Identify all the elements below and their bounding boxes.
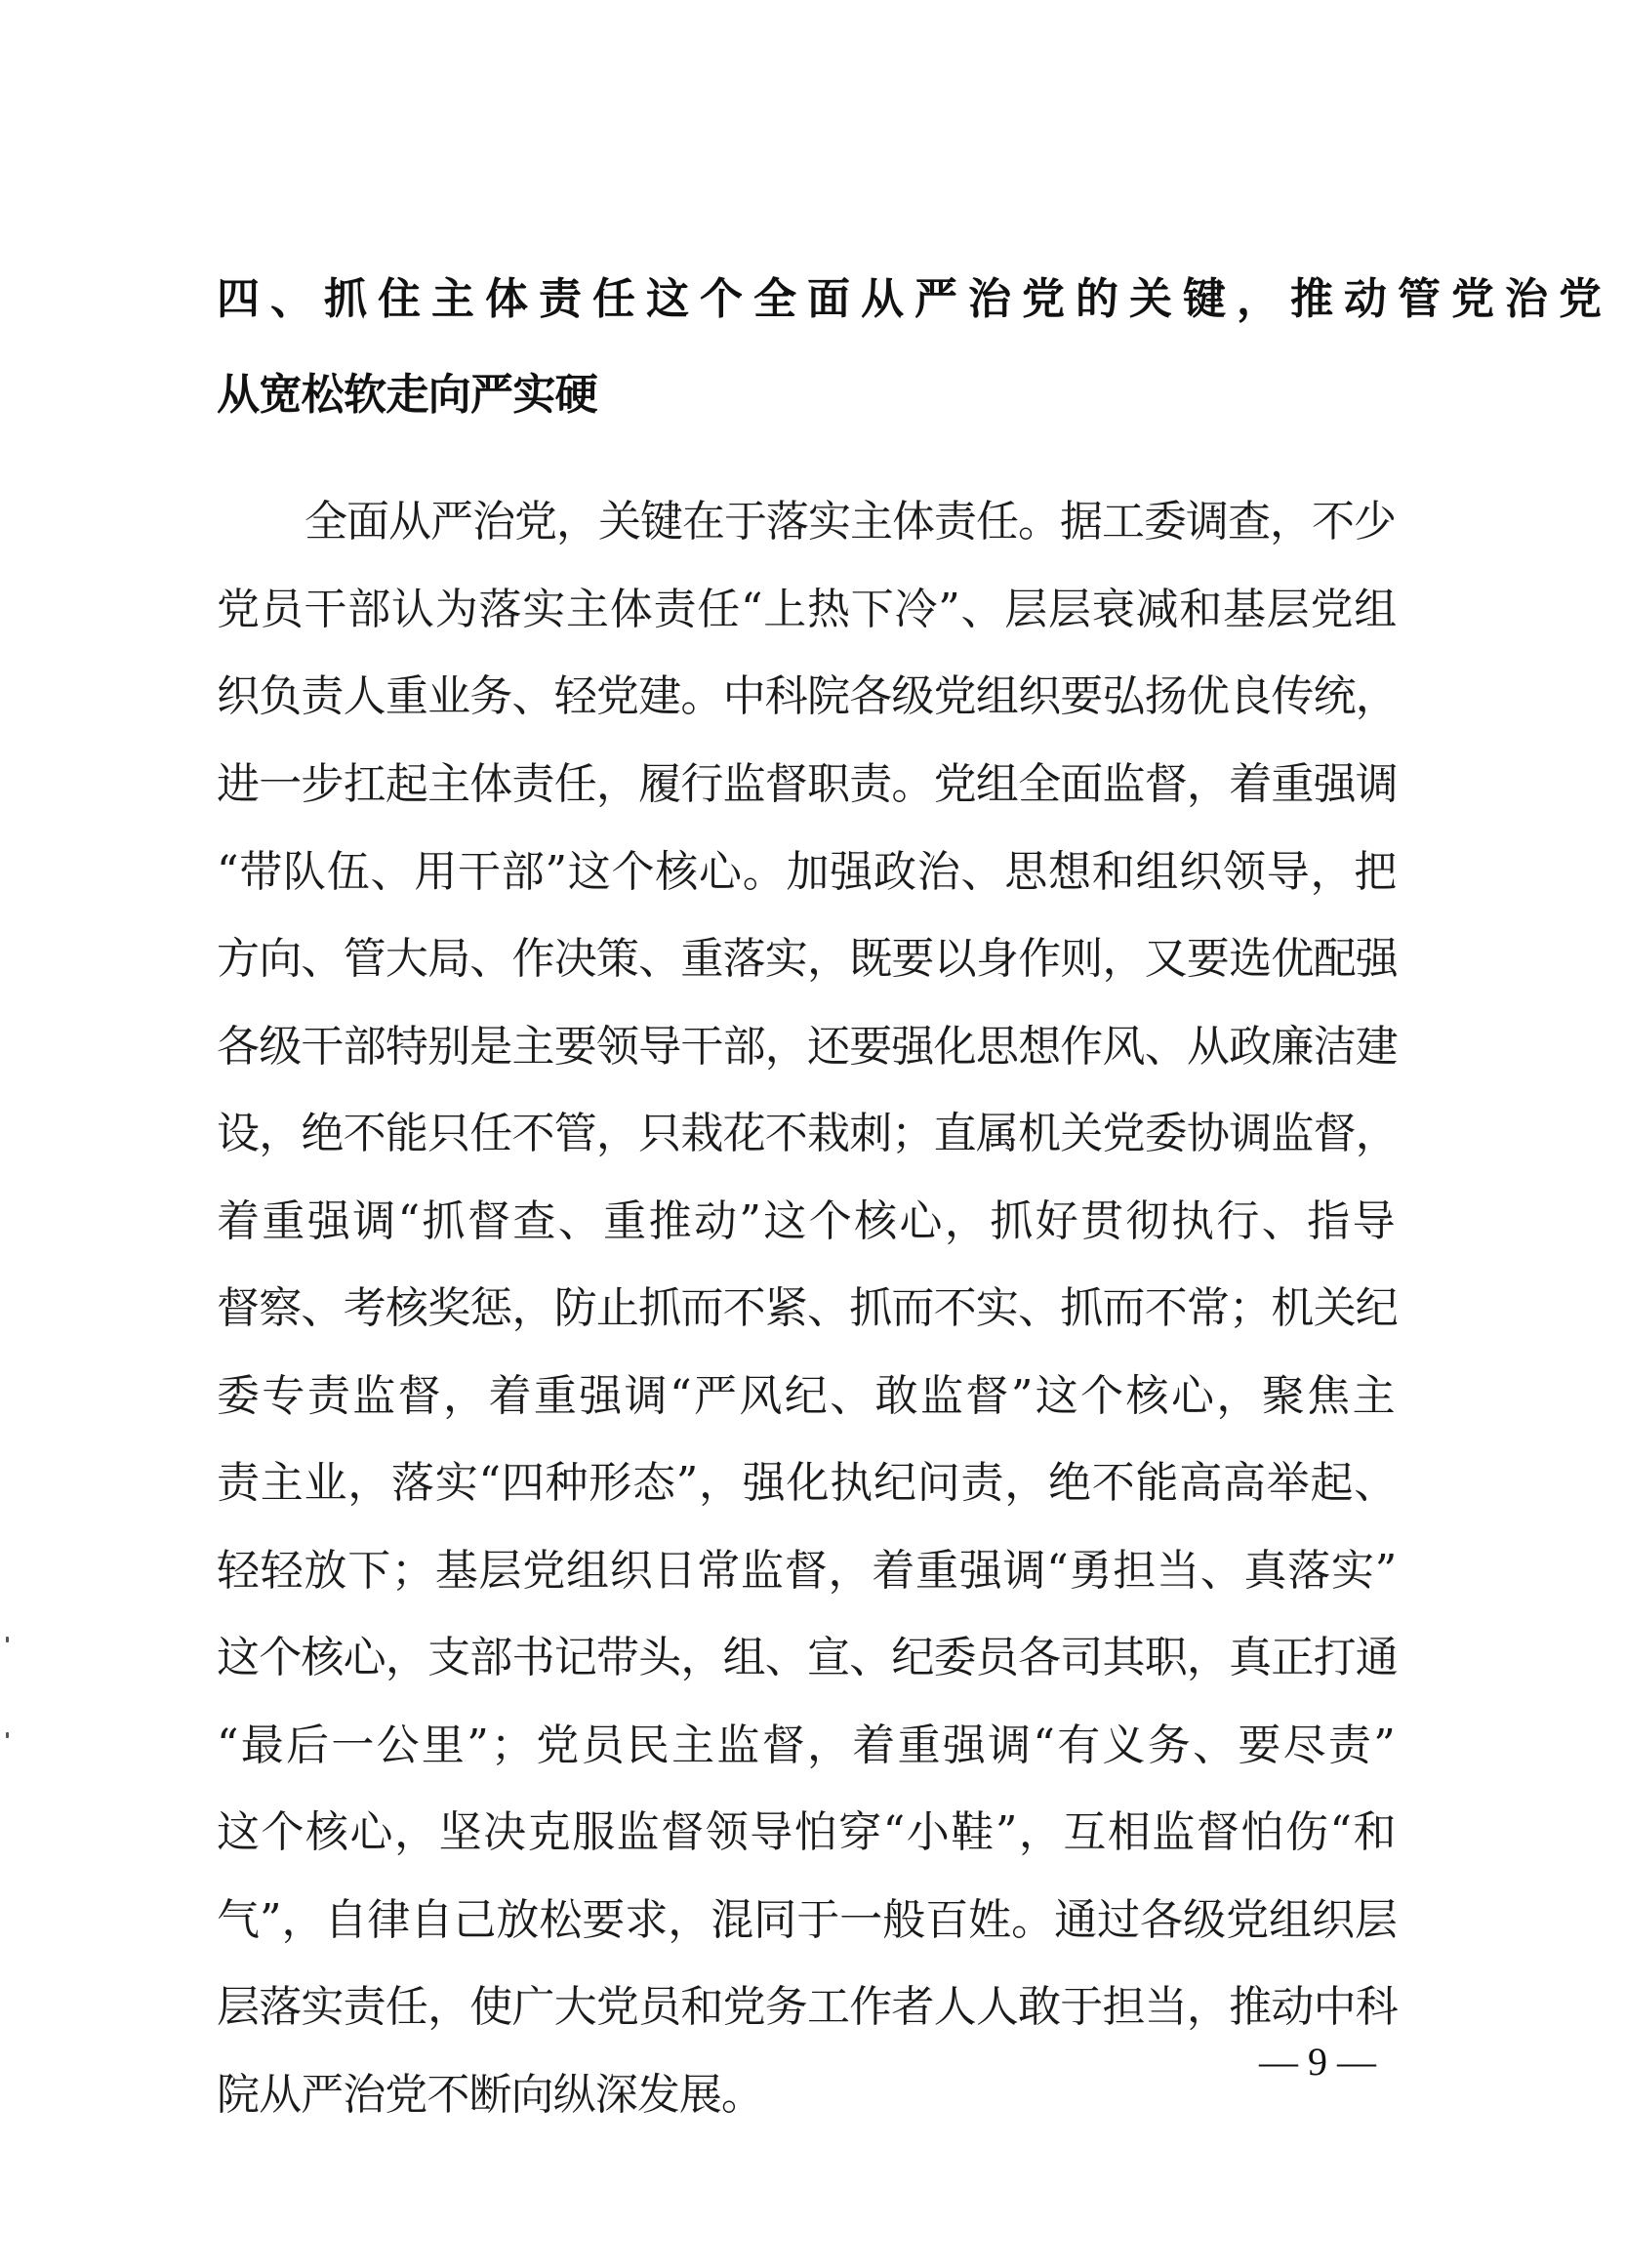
section-heading-line-2: 从宽松软走向严实硬 [217,370,597,420]
scan-speck-1 [6,1637,9,1642]
body-line-15: “最后一公里”；党员民主监督，着重强调“有义务、要尽责” [217,1721,1398,1770]
body-line-4: 进一步扛起主体责任，履行监督职责。党组全面监督，着重强调 [217,759,1398,809]
body-line-3: 织负责人重业务、轻党建。中科院各级党组织要弘扬优良传统， [217,671,1398,721]
body-line-18: 层落实责任，使广大党员和党务工作者人人敢于担当，推动中科 [217,1982,1398,2032]
body-line-6: 方向、管大局、作决策、重落实，既要以身作则，又要选优配强 [217,934,1398,984]
body-line-13: 轻轻放下；基层党组织日常监督，着重强调“勇担当、真落实” [217,1546,1398,1596]
body-line-17: 气”，自律自己放松要求，混同于一般百姓。通过各级党组织层 [217,1895,1398,1945]
body-line-5: “带队伍、用干部”这个核心。加强政治、思想和组织领导，把 [217,847,1398,897]
body-line-1: 全面从严治党，关键在于落实主体责任。据工委调查，不少 [305,497,1396,547]
body-line-2: 党员干部认为落实主体责任“上热下冷”、层层衰减和基层党组 [217,585,1398,634]
body-line-12: 责主业，落实“四种形态”，强化执纪问责，绝不能高高举起、 [217,1458,1398,1508]
body-line-19: 院从严治党不断向纵深发展。 [217,2070,763,2120]
section-heading-line-1: 四、抓住主体责任这个全面从严治党的关键，推动管党治党 [217,274,1612,324]
body-line-8: 设，绝不能只任不管，只栽花不栽刺；直属机关党委协调监督， [217,1109,1398,1158]
body-line-7: 各级干部特别是主要领导干部，还要强化思想作风、从政廉洁建 [217,1022,1398,1072]
body-line-16: 这个核心，坚决克服监督领导怕穿“小鞋”，互相监督怕伤“和 [217,1807,1398,1857]
body-line-10: 督察、考核奖惩，防止抓而不紧、抓而不实、抓而不常；机关纪 [217,1283,1398,1333]
body-line-14: 这个核心，支部书记带头，组、宣、纪委员各司其职，真正打通 [217,1633,1398,1682]
scan-speck-2 [6,1732,9,1738]
body-line-9: 着重强调“抓督查、重推动”这个核心，抓好贯彻执行、指导 [217,1196,1398,1246]
page-number: — 9 — [1259,2040,1376,2084]
body-line-11: 委专责监督，着重强调“严风纪、敢监督”这个核心，聚焦主 [217,1371,1398,1421]
